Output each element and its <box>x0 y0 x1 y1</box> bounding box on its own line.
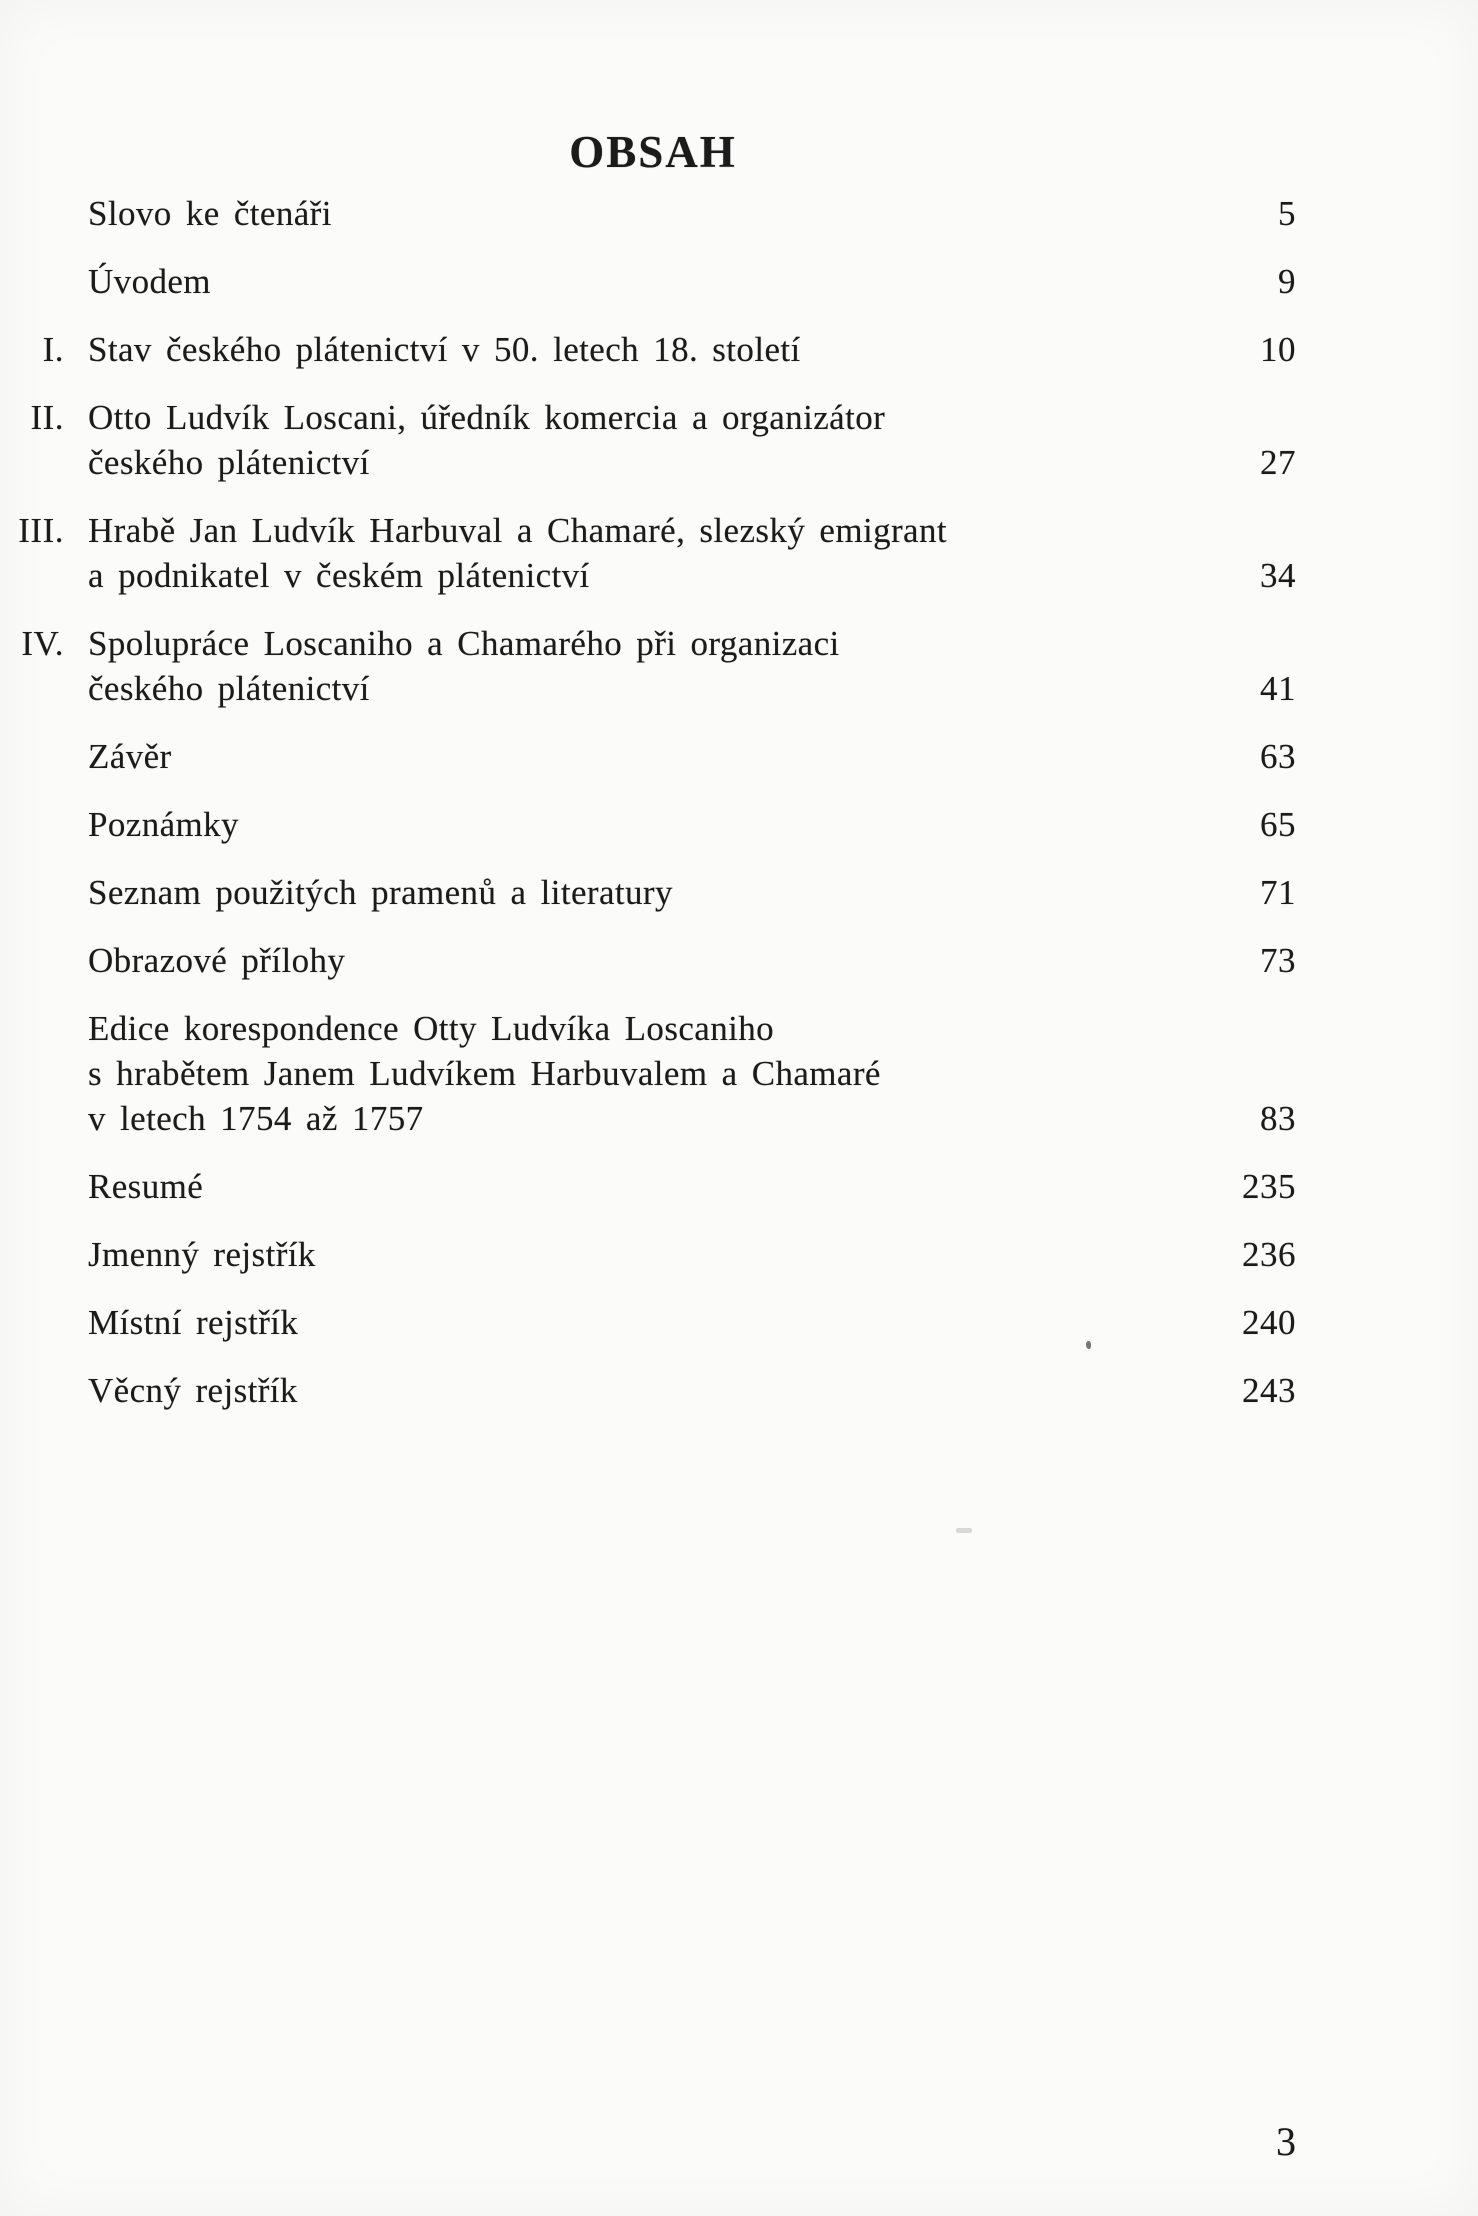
entry-numeral: IV. <box>21 624 64 663</box>
entry-text <box>64 327 1166 372</box>
entry-page-number: 9 <box>1278 262 1296 301</box>
entry-text-line: českého plátenictví <box>88 443 370 482</box>
entry-page-number: 235 <box>1242 1167 1296 1206</box>
toc-entry <box>0 1300 1296 1345</box>
toc-entry <box>0 734 1296 779</box>
entry-text-line: a podnikatel v českém plátenictví <box>88 556 590 595</box>
entry-text-line: Spolupráce Loscaniho a Chamarého při organizaci <box>88 624 840 663</box>
toc-entry <box>0 1006 1296 1141</box>
entry-text-line: Věcný rejstřík <box>88 1371 298 1410</box>
toc-entry <box>0 508 1296 598</box>
toc-entry <box>0 938 1296 983</box>
entry-text-line: Jmenný rejstřík <box>88 1235 316 1274</box>
page-title: OBSAH <box>569 127 737 178</box>
entry-text <box>64 870 1166 915</box>
scan-smudge-mark <box>956 1528 972 1533</box>
entry-page-number: 5 <box>1278 194 1296 233</box>
scan-speck-mark <box>1086 1341 1091 1349</box>
entry-page-number: 27 <box>1260 443 1296 482</box>
toc-entry <box>0 1232 1296 1277</box>
toc-entry <box>0 327 1296 372</box>
entry-page-number: 236 <box>1242 1235 1296 1274</box>
entry-page-number: 34 <box>1260 556 1296 595</box>
folio-page-number: 3 <box>1276 2119 1296 2164</box>
entry-text <box>64 734 1166 779</box>
entry-text-line: Závěr <box>88 737 172 776</box>
entry-text <box>64 1006 1166 1141</box>
toc-entry <box>0 1164 1296 1209</box>
entry-text <box>64 1368 1166 1413</box>
entry-page-number: 83 <box>1260 1099 1296 1138</box>
entry-text <box>64 938 1166 983</box>
entry-text-line: Stav českého plátenictví v 50. letech 18. století <box>88 330 801 369</box>
entry-text-line: Místní rejstřík <box>88 1303 299 1342</box>
entry-numeral: II. <box>30 398 64 437</box>
entry-text <box>64 259 1166 304</box>
entry-page-number: 10 <box>1260 330 1296 369</box>
toc-entry <box>0 191 1296 236</box>
entry-text-line: Edice korespondence Otty Ludvíka Loscaniho <box>88 1009 775 1048</box>
entry-page-number: 41 <box>1260 669 1296 708</box>
entry-text-line: Slovo ke čtenáři <box>88 194 332 233</box>
entry-text <box>64 802 1166 847</box>
toc-entry <box>0 621 1296 711</box>
toc-entry <box>0 395 1296 485</box>
entry-text-line: Hrabě Jan Ludvík Harbuval a Chamaré, slezský emigrant <box>88 511 947 550</box>
toc-entry <box>0 1368 1296 1413</box>
entry-text-line: Resumé <box>88 1167 204 1206</box>
toc-entry <box>0 870 1296 915</box>
toc-entry <box>0 802 1296 847</box>
entry-text-line: v letech 1754 až 1757 <box>88 1099 424 1138</box>
entry-text <box>64 1300 1166 1345</box>
entry-text-line: Otto Ludvík Loscani, úředník komercia a organizátor <box>88 398 886 437</box>
entry-text-line: Úvodem <box>88 262 211 301</box>
entry-text-line: s hrabětem Janem Ludvíkem Harbuvalem a Chamaré <box>88 1054 881 1093</box>
entry-page-number: 240 <box>1242 1303 1296 1342</box>
entry-text <box>64 191 1166 236</box>
toc-entry <box>0 259 1296 304</box>
entry-page-number: 71 <box>1260 873 1296 912</box>
toc-list <box>0 191 1296 1436</box>
entry-text <box>64 1232 1166 1277</box>
entry-text <box>64 1164 1166 1209</box>
entry-text <box>64 621 1166 711</box>
entry-page-number: 65 <box>1260 805 1296 844</box>
entry-text-line: Poznámky <box>88 805 239 844</box>
entry-text <box>64 508 1166 598</box>
entry-numeral: I. <box>42 330 64 369</box>
entry-text-line: Seznam použitých pramenů a literatury <box>88 873 673 912</box>
entry-page-number: 63 <box>1260 737 1296 776</box>
entry-page-number: 243 <box>1242 1371 1296 1410</box>
entry-numeral: III. <box>18 511 64 550</box>
entry-text-line: Obrazové přílohy <box>88 941 346 980</box>
entry-page-number: 73 <box>1260 941 1296 980</box>
entry-text <box>64 395 1166 485</box>
entry-text-line: českého plátenictví <box>88 669 370 708</box>
